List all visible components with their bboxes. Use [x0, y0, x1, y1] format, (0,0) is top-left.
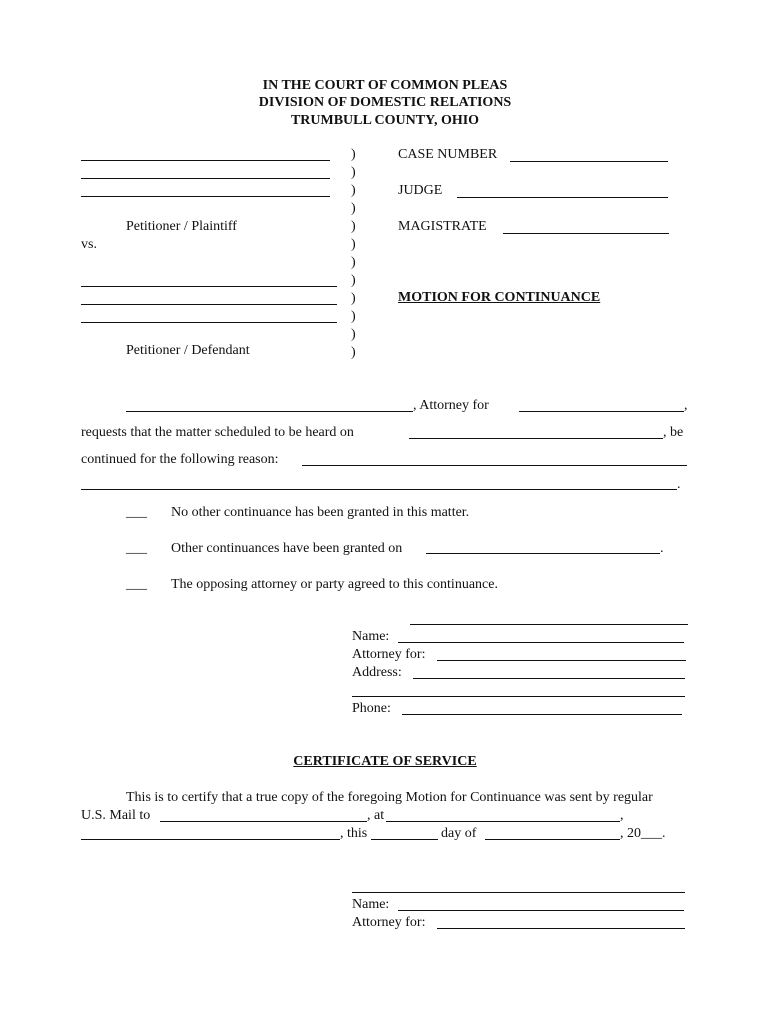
- address-field[interactable]: [413, 678, 685, 679]
- petitioner-plaintiff-label: Petitioner / Plaintiff: [126, 219, 237, 234]
- caption-paren: ): [351, 219, 356, 234]
- caption-paren: ): [351, 147, 356, 162]
- mail-address-field[interactable]: [386, 821, 620, 822]
- judge-label: JUDGE: [398, 183, 443, 198]
- option-blank-3[interactable]: ___: [126, 577, 147, 592]
- phone-field[interactable]: [402, 714, 682, 715]
- reason-field[interactable]: [302, 465, 687, 466]
- month-field[interactable]: [485, 839, 620, 840]
- caption-paren: ): [351, 201, 356, 216]
- period: .: [660, 541, 664, 556]
- vs-label: vs.: [81, 237, 97, 252]
- name-field[interactable]: [398, 642, 684, 643]
- motion-title: MOTION FOR CONTINUANCE: [398, 290, 601, 305]
- defendant-address-line[interactable]: [81, 304, 337, 305]
- attorney-for-party-field[interactable]: [519, 411, 684, 412]
- cert-attorney-for-field[interactable]: [437, 928, 685, 929]
- caption-paren: ): [351, 273, 356, 288]
- option-text-1: No other continuance has been granted in this matter.: [171, 505, 470, 520]
- option-blank-1[interactable]: ___: [126, 505, 147, 520]
- year-label: , 20___.: [620, 826, 666, 841]
- phone-label: Phone:: [352, 701, 391, 716]
- caption-paren: ): [351, 309, 356, 324]
- judge-field[interactable]: [457, 197, 668, 198]
- cert-name-field[interactable]: [398, 910, 684, 911]
- caption-paren: ): [351, 165, 356, 180]
- name-label: Name:: [352, 629, 390, 644]
- defendant-city-line[interactable]: [81, 322, 337, 323]
- mail-to-label: U.S. Mail to: [81, 808, 151, 823]
- defendant-name-line[interactable]: [81, 286, 337, 287]
- attorney-for-label: , Attorney for: [413, 398, 489, 413]
- court-name: IN THE COURT OF COMMON PLEAS: [262, 78, 508, 93]
- cert-attorney-for-label: Attorney for:: [352, 915, 426, 930]
- certificate-text: This is to certify that a true copy of the foregoing Motion for Continuance was sent by regular: [126, 790, 653, 805]
- address-field-2[interactable]: [352, 696, 685, 697]
- mail-city-field[interactable]: [81, 839, 340, 840]
- continued-text: continued for the following reason:: [81, 452, 279, 467]
- caption-paren: ): [351, 291, 356, 306]
- period: .: [677, 477, 681, 492]
- division-name: DIVISION OF DOMESTIC RELATIONS: [258, 95, 512, 110]
- be-text: , be: [663, 425, 684, 440]
- plaintiff-name-line[interactable]: [81, 160, 330, 161]
- certificate-title: CERTIFICATE OF SERVICE: [293, 754, 477, 769]
- option-text-3: The opposing attorney or party agreed to this continuance.: [171, 577, 498, 592]
- caption-paren: ): [351, 237, 356, 252]
- signature-line[interactable]: [410, 624, 688, 625]
- case-number-label: CASE NUMBER: [398, 147, 498, 162]
- caption-paren: ): [351, 183, 356, 198]
- comma: ,: [684, 398, 688, 413]
- caption-paren: ): [351, 327, 356, 342]
- plaintiff-address-line[interactable]: [81, 178, 330, 179]
- plaintiff-city-line[interactable]: [81, 196, 330, 197]
- option-text-2: Other continuances have been granted on: [171, 541, 403, 556]
- option-blank-2[interactable]: ___: [126, 541, 147, 556]
- attorney-for-sig-label: Attorney for:: [352, 647, 426, 662]
- day-of-label: day of: [441, 826, 477, 841]
- case-number-field[interactable]: [510, 161, 668, 162]
- certificate-signature-line[interactable]: [352, 892, 685, 893]
- requests-text: requests that the matter scheduled to be heard on: [81, 425, 354, 440]
- attorney-for-sig-field[interactable]: [437, 660, 686, 661]
- magistrate-label: MAGISTRATE: [398, 219, 487, 234]
- petitioner-defendant-label: Petitioner / Defendant: [126, 343, 250, 358]
- this-label: , this: [340, 826, 368, 841]
- caption-paren: ): [351, 255, 356, 270]
- comma: ,: [620, 808, 624, 823]
- prior-continuance-date-field[interactable]: [426, 553, 660, 554]
- address-label: Address:: [352, 665, 402, 680]
- day-field[interactable]: [371, 839, 438, 840]
- county-name: TRUMBULL COUNTY, OHIO: [290, 113, 480, 128]
- attorney-name-field[interactable]: [126, 411, 413, 412]
- caption-paren: ): [351, 345, 356, 360]
- reason-field-2[interactable]: [81, 489, 677, 490]
- at-label: , at: [367, 808, 385, 823]
- cert-name-label: Name:: [352, 897, 390, 912]
- mail-to-field[interactable]: [160, 821, 367, 822]
- magistrate-field[interactable]: [503, 233, 669, 234]
- hearing-date-field[interactable]: [409, 438, 663, 439]
